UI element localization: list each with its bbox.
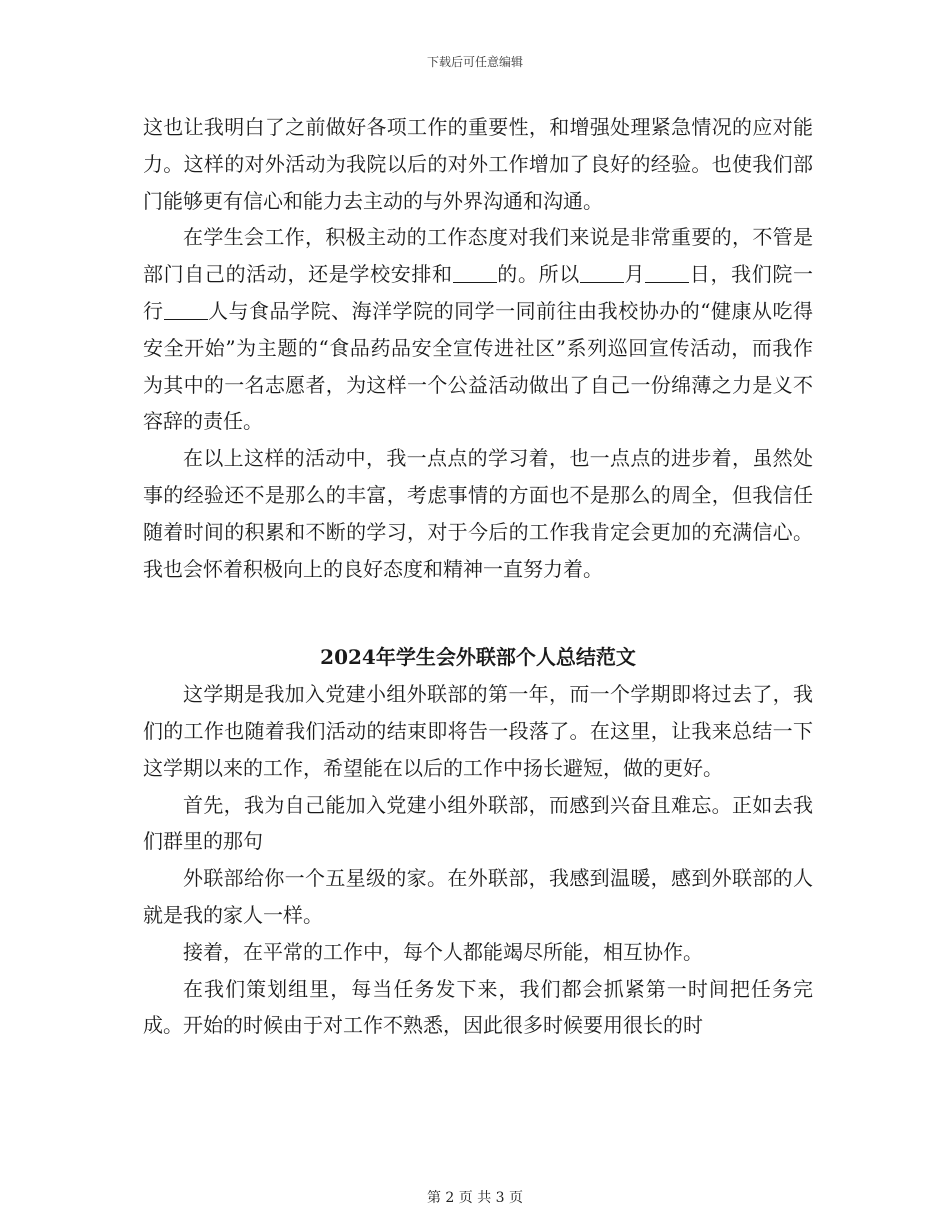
paragraph-text: 日，我们院一行	[143, 262, 814, 323]
paragraph-text: 在学生会工作，积极主动的工作态度对我们来说是非常重要的，不管是部门自己的活动，还是学校安排和	[143, 225, 813, 287]
paragraph-teamwork: 接着，在平常的工作中，每个人都能竭尽所能，相互协作。	[183, 939, 703, 964]
paragraph-continuation: 这也让我明白了之前做好各项工作的重要性，和增强处理紧急情况的应对能力。这样的对外活动为我院以后的对外工作增加了良好的经验。也使我们部门能够更有信心和能力去主动的与外界沟通和沟通。	[143, 115, 813, 213]
paragraph-planning-group: 在我们策划组里，每当任务发下来，我们都会抓紧第一时间把任务完成。开始的时候由于对工作不熟悉，因此很多时候要用很长的时	[143, 976, 813, 1038]
paragraph-reflection: 在以上这样的活动中，我一点点的学习着，也一点点的进步着，虽然处事的经验还不是那么的丰富，考虑事情的方面也不是那么的周全，但我信任随着时间的积累和不断的学习，对于今后的工作我肯定会更加的充满信心。我也会怀着积极向上的良好态度和精神一直努力着。	[143, 446, 813, 581]
paragraph-volunteer-activity	[143, 219, 813, 440]
fill-blank	[645, 262, 689, 283]
page-footer: 第 2 页 共 3 页	[426, 1190, 524, 1206]
fill-blank	[580, 262, 624, 283]
page-header: 下载后可任意编辑	[426, 55, 523, 69]
document-body	[143, 109, 813, 1044]
paragraph-text: 的。所以	[496, 262, 580, 287]
fill-blank	[453, 262, 497, 283]
section-title: 2024年学生会外联部个人总结范文	[320, 645, 636, 670]
paragraph-intro: 这学期是我加入党建小组外联部的第一年，而一个学期即将过去了，我们的工作也随着我们活动的结束即将告一段落了。在这里，让我来总结一下这学期以来的工作，希望能在以后的工作中扬长避短，做的更好。	[143, 682, 813, 780]
paragraph-first: 首先，我为自己能加入党建小组外联部，而感到兴奋且难忘。正如去我们群里的那句	[143, 792, 813, 854]
paragraph-text: 人与食品学院、海洋学院的同学一同前往由我校协办的“健康从吃得安全开始”为主题的“食品药品安全宣传进社区”系列巡回宣传活动，而我作为其中的一名志愿者，为这样一个公益活动做出了自己一份绵薄之力是义不容辞的责任。	[143, 298, 813, 434]
paragraph-family: 外联部给你一个五星级的家。在外联部，我感到温暖，感到外联部的人就是我的家人一样。	[143, 866, 813, 927]
paragraph-text: 月	[623, 262, 646, 287]
fill-blank	[164, 299, 208, 320]
